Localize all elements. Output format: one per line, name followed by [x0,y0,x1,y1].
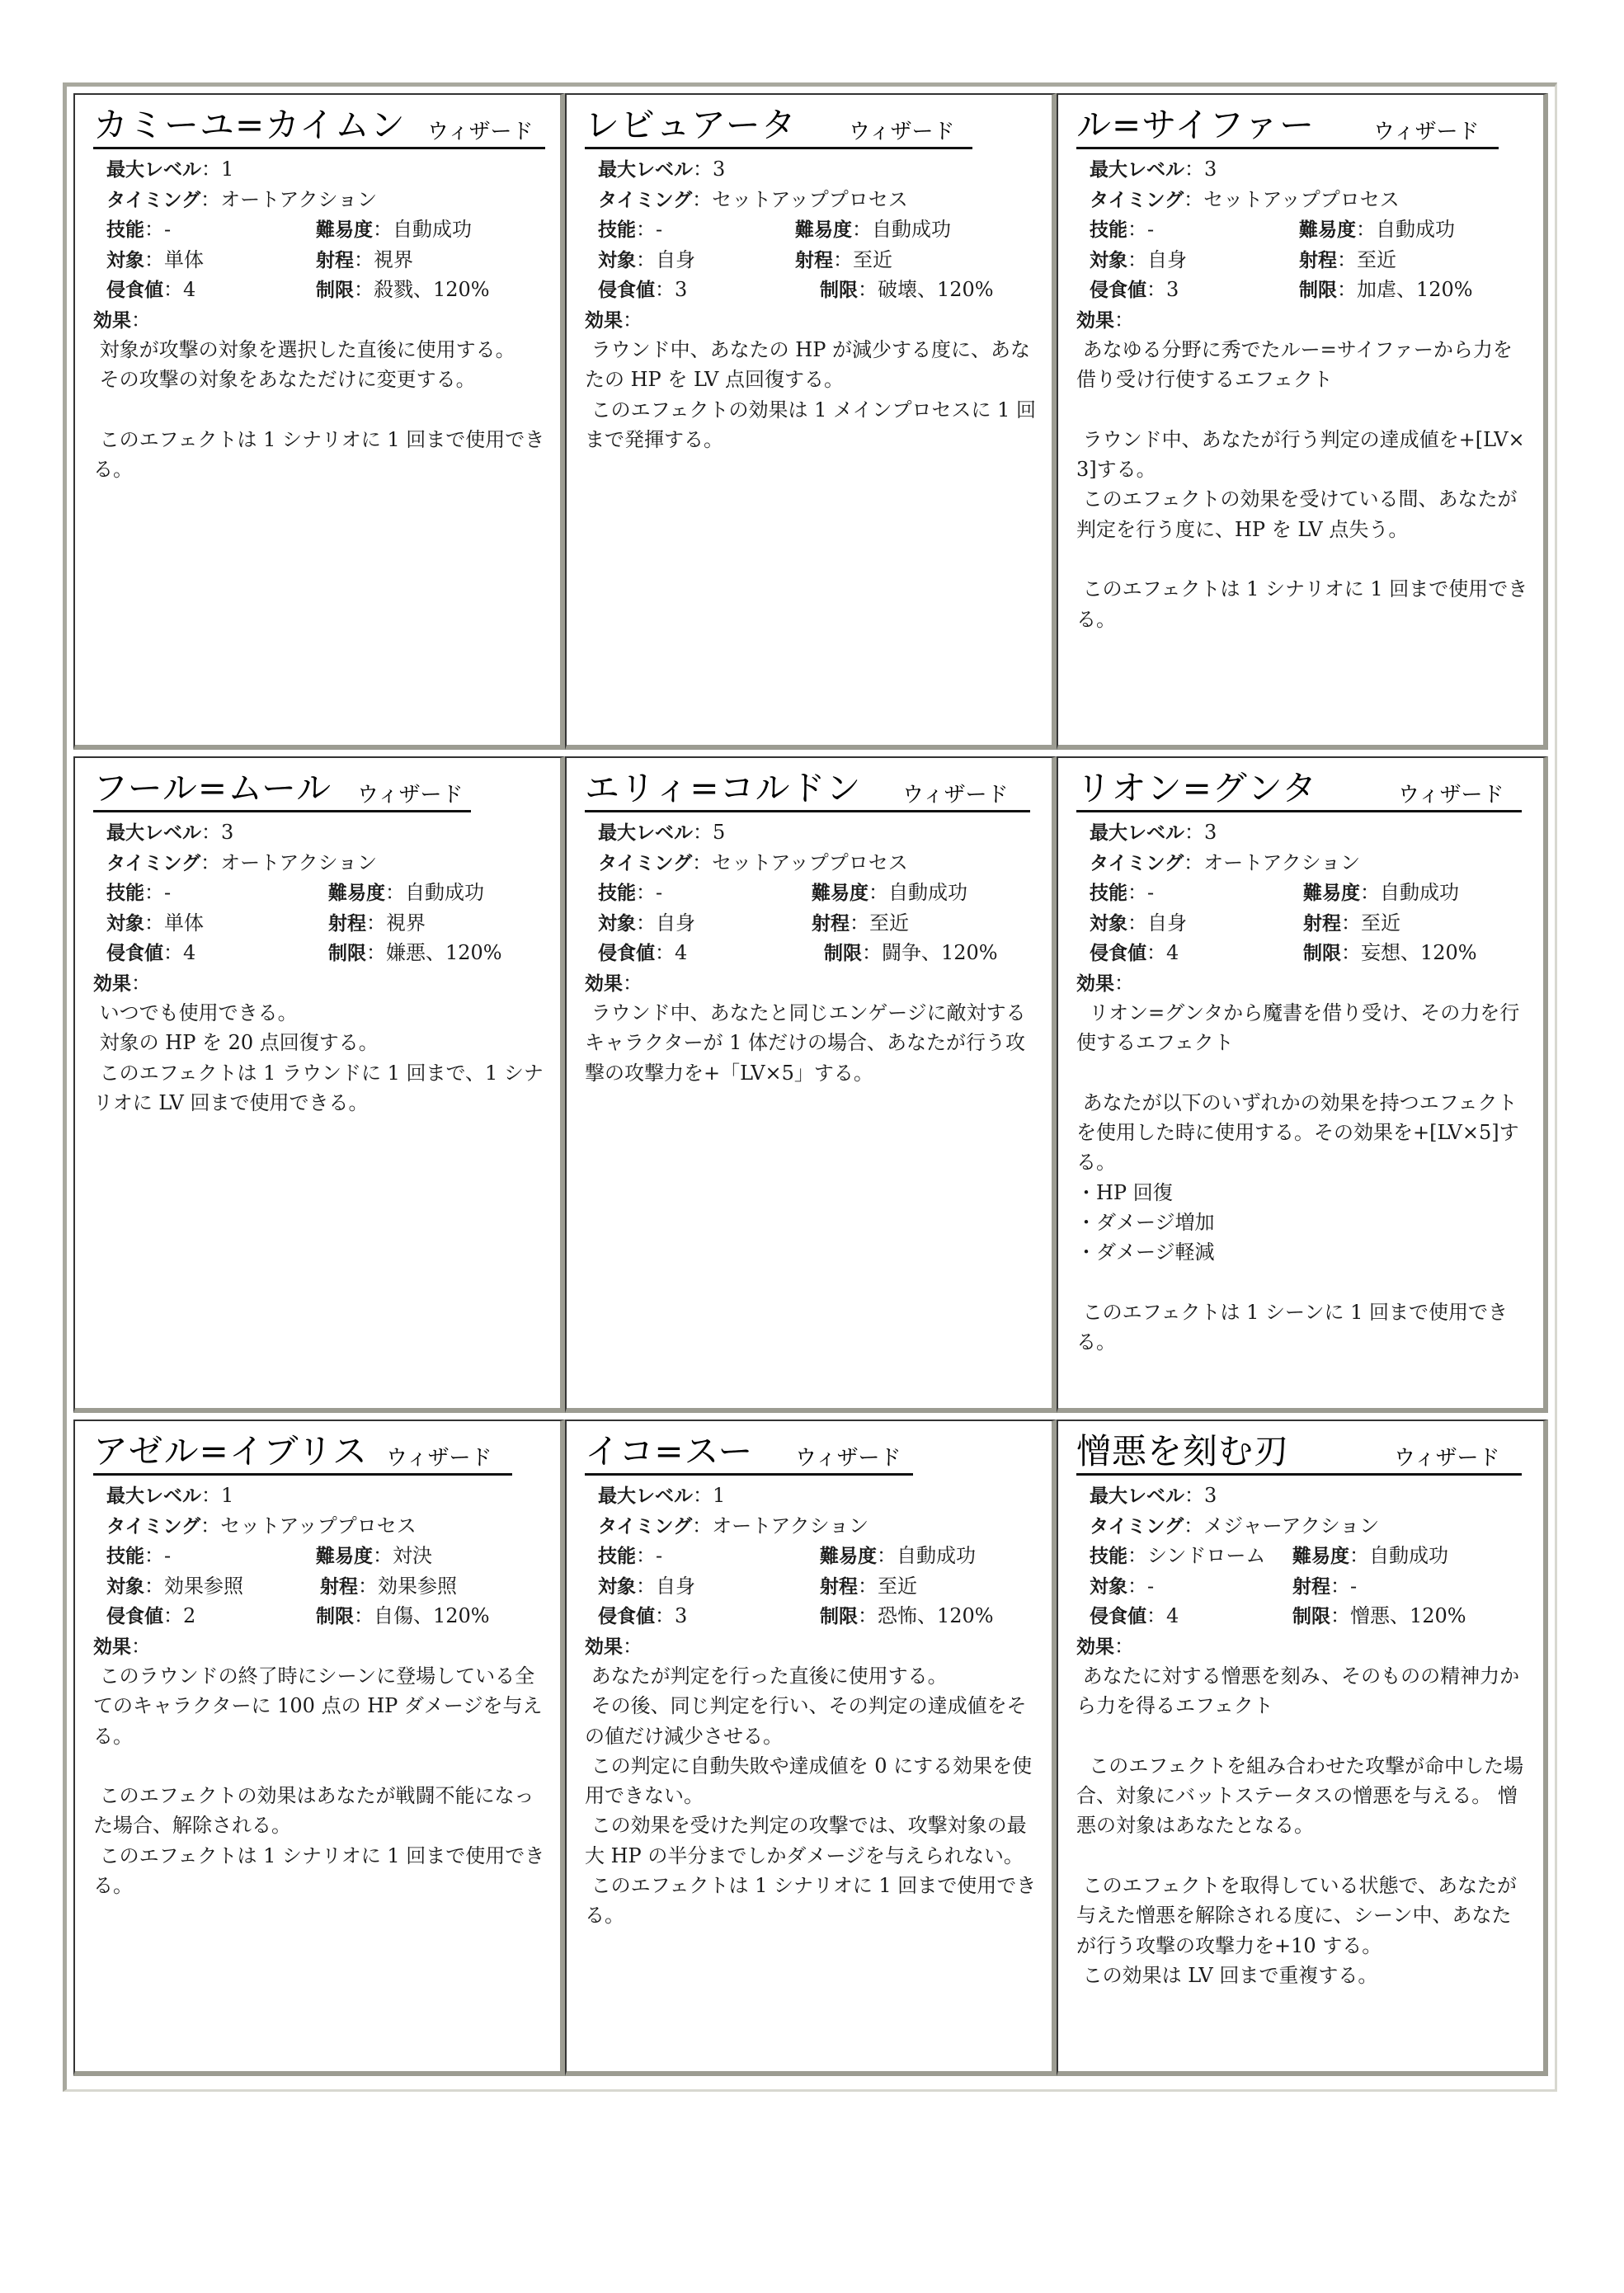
erosion-value: ：3 [655,1604,688,1627]
difficulty-group [316,1541,432,1572]
target-row [1076,245,1528,275]
maxlevel-value: ：3 [1184,821,1217,844]
effect-card-9 [1057,1420,1548,2076]
target-row [585,1571,1037,1602]
effect-heading-row: 効果： [93,308,151,332]
erosion-row [585,275,1037,305]
target-value: ：自身 [636,1574,695,1598]
skill-row [1076,214,1528,245]
effect-text: このラウンドの終了時にシーンに登場している全てのキャラクターに 100 点の HP ダメージを与える。 このエフェクトの効果はあなたが戦闘不能になった場合、解除される。 このエフェクトは 1 シナリオに 1 回まで使用できる。 [93,1664,545,1898]
limit-label: 制限 [820,1606,858,1627]
range-value: ：視界 [366,911,426,935]
difficulty-group [328,878,484,909]
target-value: ：単体 [144,911,204,935]
target-row [1076,1571,1528,1602]
target-row [93,1571,545,1602]
erosion-label: 侵食値 [598,280,655,301]
timing-row [93,848,545,878]
title-underline [1076,810,1522,812]
skill-value: ：- [1127,218,1155,241]
range-group [1299,245,1396,276]
limit-value: ：憎悪、120% [1330,1604,1466,1627]
timing-label: タイミング [1090,189,1184,211]
timing-label: タイミング [106,852,201,874]
timing-value: ：メジャーアクション [1184,1514,1380,1537]
target-label: 対象 [106,912,144,935]
effect-name: ル=サイファー [1076,105,1316,145]
effect-class: ウィザード [1398,783,1504,807]
difficulty-value: ：自動成功 [868,881,967,904]
limit-label: 制限 [1303,943,1341,964]
range-group [795,245,892,276]
erosion-row [93,1601,545,1631]
target-label: 対象 [598,1575,636,1598]
effect-heading-row: 効果： [1076,971,1134,995]
maxlevel-value: ：1 [201,158,234,181]
difficulty-value: ：自動成功 [373,218,472,241]
title-underline [93,147,545,149]
limit-group [1299,275,1473,306]
erosion-label: 侵食値 [106,943,163,964]
effect-text: いつでも使用できる。 対象の HP を 20 点回復する。 このエフェクトは 1 ラウンドに 1 回まで、1 シナリオに LV 回まで使用できる。 [93,1001,544,1114]
target-value: ：自身 [636,247,695,271]
limit-group [820,1601,994,1632]
maxlevel-row [1076,154,1528,185]
effect-text: あなたに対する憎悪を刻み、そのものの精神力から力を得るエフェクト このエフェクトを組み合わせた攻撃が命中した場合、対象にバットステータスの憎悪を与える。 憎悪の対象はあなたとなる。 このエフェクトを取得している状態で、あなたが与えた憎悪を解除される度に、シーン中、あなたが行う攻撃の攻撃力を+10 する。 この効果は LV 回まで重複する。 [1076,1664,1524,1987]
difficulty-group [316,214,472,246]
erosion-row [585,938,1037,968]
difficulty-label: 難易度 [316,219,373,241]
erosion-value: ：4 [163,941,196,964]
timing-label: タイミング [598,189,693,211]
target-label: 対象 [106,249,144,271]
card-header [1076,103,1528,154]
timing-row [93,185,545,215]
timing-row [1076,185,1528,215]
erosion-label: 侵食値 [106,280,163,301]
skill-row [585,878,1037,908]
target-value: ：自身 [1127,911,1187,935]
difficulty-value: ：対決 [373,1544,432,1567]
range-label: 射程 [1303,912,1341,935]
limit-value: ：恐怖、120% [858,1604,994,1627]
timing-row [585,1511,1037,1542]
maxlevel-value: ：1 [693,1484,726,1507]
maxlevel-label: 最大レベル [106,822,201,844]
title-underline [585,147,972,149]
range-label: 射程 [795,249,833,271]
range-label: 射程 [1292,1575,1330,1598]
maxlevel-label: 最大レベル [1090,822,1184,844]
limit-label: 制限 [1299,280,1337,301]
skill-row [585,214,1037,245]
range-value: ：- [1330,1574,1358,1598]
difficulty-value: ：自動成功 [852,218,951,241]
difficulty-value: ：自動成功 [1356,218,1455,241]
erosion-label: 侵食値 [598,943,655,964]
maxlevel-value: ：3 [693,158,726,181]
effect-heading-row: 効果： [93,1634,151,1658]
effect-text: あなゆる分野に秀でたルー=サイファーから力を借り受け行使するエフェクト ラウンド中、あなたが行う判定の達成値を+[LV×3]する。 このエフェクトの効果を受けている間、あなたが判定を行う度に、HP を LV 点失う。 このエフェクトは 1 シナリオに 1 回まで使用できる。 [1076,338,1528,631]
target-label: 対象 [598,912,636,935]
effect-card-4 [73,756,565,1413]
effect-class: ウィザード [795,1446,901,1471]
effect-class: ウィザード [386,1446,492,1471]
timing-value: ：セットアッププロセス [692,187,908,211]
effect-card-6 [1057,756,1548,1413]
range-value: ：至近 [1341,911,1400,935]
erosion-label: 侵食値 [1090,943,1146,964]
erosion-row [1076,275,1528,305]
skill-row [1076,878,1528,908]
effect-label: 効果 [1076,972,1114,995]
effect-name: 憎悪を刻む刃 [1076,1431,1290,1471]
effect-heading-row: 効果： [585,971,643,995]
maxlevel-row [585,154,1037,185]
difficulty-label: 難易度 [1292,1546,1349,1567]
limit-label: 制限 [820,280,858,301]
target-row [585,908,1037,939]
range-group [328,908,426,939]
maxlevel-label: 最大レベル [598,1486,693,1507]
card-header [1076,1429,1528,1481]
timing-label: タイミング [598,1515,693,1537]
maxlevel-value: ：3 [1184,1484,1217,1507]
skill-row [1076,1541,1528,1571]
effect-label: 効果 [585,309,623,332]
range-value: ：至近 [850,911,909,935]
limit-group [824,938,998,969]
difficulty-value: ：自動成功 [877,1544,976,1567]
card-header [93,1429,545,1481]
effect-card-3 [1057,93,1548,750]
timing-value: ：オートアクション [200,850,378,874]
maxlevel-label: 最大レベル [598,822,693,844]
difficulty-label: 難易度 [795,219,852,241]
maxlevel-row [1076,1481,1528,1511]
range-value: ：至近 [833,247,892,271]
difficulty-group [820,1541,976,1572]
effect-card-7 [73,1420,565,2076]
timing-row [93,1511,545,1542]
limit-value: ：自傷、120% [354,1604,490,1627]
target-row [93,908,545,939]
target-label: 対象 [1090,249,1127,271]
effect-card-1 [73,93,565,750]
skill-value: ：- [144,1544,172,1567]
limit-group [316,1601,490,1632]
timing-row [585,848,1037,878]
effect-card-5 [565,756,1057,1413]
effect-label: 効果 [1076,1636,1114,1658]
range-group [1303,908,1400,939]
effect-class: ウィザード [427,120,534,144]
limit-group [820,275,994,306]
skill-label: 技能 [598,219,636,241]
limit-group [1292,1601,1466,1632]
difficulty-label: 難易度 [812,883,868,904]
range-label: 射程 [1299,249,1337,271]
target-label: 対象 [1090,912,1127,935]
card-header [585,103,1037,154]
target-value: ：自身 [1127,247,1187,271]
target-label: 対象 [598,249,636,271]
skill-row [93,878,545,908]
skill-value: ：- [144,218,172,241]
timing-row [1076,1511,1528,1542]
effect-heading-row: 効果： [585,308,643,332]
effect-name: カミーユ=カイムン [93,105,406,145]
erosion-value: ：4 [163,278,196,301]
target-value: ：- [1127,1574,1155,1598]
effect-class: ウィザード [849,120,955,144]
range-group [1292,1571,1357,1603]
target-value: ：効果参照 [144,1574,243,1598]
effect-name: イコ=スー [585,1431,754,1471]
erosion-value: ：3 [655,278,688,301]
skill-value: ：- [636,881,663,904]
timing-label: タイミング [598,852,693,874]
card-header [93,103,545,154]
effect-label: 効果 [1076,309,1114,332]
difficulty-value: ：自動成功 [1349,1544,1448,1567]
limit-value: ：加虐、120% [1337,278,1473,301]
maxlevel-label: 最大レベル [1090,1486,1184,1507]
maxlevel-row [93,1481,545,1511]
range-label: 射程 [328,912,366,935]
skill-value: ：- [636,218,663,241]
timing-value: ：オートアクション [1184,850,1361,874]
skill-row [93,1541,545,1571]
maxlevel-label: 最大レベル [106,159,201,181]
maxlevel-value: ：5 [693,821,726,844]
effect-class: ウィザード [1394,1446,1500,1471]
title-underline [93,810,471,812]
maxlevel-row [93,817,545,848]
effect-name: リオン=グンタ [1076,768,1318,808]
effect-label: 効果 [93,972,131,995]
erosion-row [1076,1601,1528,1631]
limit-group [316,275,490,306]
skill-label: 技能 [1090,883,1127,904]
erosion-row [93,275,545,305]
maxlevel-row [585,817,1037,848]
skill-row [585,1541,1037,1571]
limit-label: 制限 [316,280,354,301]
difficulty-label: 難易度 [328,883,385,904]
difficulty-group [795,214,951,246]
timing-label: タイミング [1090,852,1184,874]
effect-heading-row: 効果： [1076,1634,1134,1658]
card-header [585,766,1037,817]
effect-text: ラウンド中、あなたと同じエンゲージに敵対するキャラクターが 1 体だけの場合、あなたが行う攻撃の攻撃力を+「LV×5」する。 [585,1001,1026,1085]
card-sheet [63,82,1557,2092]
timing-label: タイミング [106,189,201,211]
card-header [585,1429,1037,1481]
effect-name: フール=ムール [93,768,332,808]
skill-value: ：- [144,881,172,904]
skill-label: 技能 [106,883,144,904]
effect-name: エリィ=コルドン [585,768,862,808]
limit-value: ：嫌悪、120% [366,941,502,964]
maxlevel-value: ：3 [1184,158,1217,181]
erosion-row [585,1601,1037,1631]
effect-text: ラウンド中、あなたの HP が減少する度に、あなたの HP を LV 点回復する。 このエフェクトの効果は 1 メインプロセスに 1 回まで発揮する。 [585,338,1037,451]
limit-value: ：闘争、120% [862,941,998,964]
effect-card-8 [565,1420,1057,2076]
limit-value: ：破壊、120% [858,278,994,301]
maxlevel-row [1076,817,1528,848]
maxlevel-label: 最大レベル [106,1486,201,1507]
effect-card-2 [565,93,1057,750]
limit-value: ：妄想、120% [1341,941,1477,964]
effect-name: アゼル=イブリス [93,1431,368,1471]
limit-label: 制限 [316,1606,354,1627]
difficulty-group [1303,878,1459,909]
target-row [93,245,545,275]
erosion-row [93,938,545,968]
limit-label: 制限 [824,943,862,964]
difficulty-label: 難易度 [820,1546,877,1567]
erosion-value: ：4 [1146,1604,1179,1627]
difficulty-label: 難易度 [1299,219,1356,241]
timing-value: ：セットアッププロセス [1184,187,1400,211]
difficulty-group [812,878,967,909]
card-header [93,766,545,817]
skill-label: 技能 [1090,219,1127,241]
card-header [1076,766,1528,817]
effect-class: ウィザード [357,783,464,807]
timing-value: ：オートアクション [200,187,378,211]
maxlevel-value: ：1 [201,1484,234,1507]
title-underline [585,1473,913,1476]
erosion-label: 侵食値 [598,1606,655,1627]
target-value: ：自身 [636,911,695,935]
effect-class: ウィザード [902,783,1009,807]
limit-label: 制限 [1292,1606,1330,1627]
effect-heading-row: 効果： [93,971,151,995]
skill-value: ：- [636,1544,663,1567]
effect-label: 効果 [585,1636,623,1658]
range-value: ：至近 [858,1574,917,1598]
effect-name: レビュアータ [585,105,797,145]
timing-value: ：セットアッププロセス [200,1514,417,1537]
erosion-label: 侵食値 [1090,280,1146,301]
title-underline [1076,1473,1522,1476]
range-group [812,908,909,939]
timing-value: ：セットアッププロセス [692,850,908,874]
title-underline [93,1473,512,1476]
range-label: 射程 [320,1575,358,1598]
range-value: ：至近 [1337,247,1396,271]
effect-class: ウィザード [1373,120,1480,144]
effect-label: 効果 [93,1636,131,1658]
limit-label: 制限 [328,943,366,964]
effect-heading-row: 効果： [1076,308,1134,332]
maxlevel-label: 最大レベル [598,159,693,181]
difficulty-group [1292,1541,1448,1572]
skill-value: ：- [1127,881,1155,904]
difficulty-label: 難易度 [1303,883,1360,904]
skill-value: ：シンドローム [1127,1544,1266,1567]
effect-label: 効果 [93,309,131,332]
timing-label: タイミング [106,1515,201,1537]
effect-text: あなたが判定を行った直後に使用する。 その後、同じ判定を行い、その判定の達成値をその値だけ減少させる。 この判定に自動失敗や達成値を 0 にする効果を使用できない。 この効果を受けた判定の攻撃では、攻撃対象の最大 HP の半分までしかダメージを与えられない。 このエフェクトは 1 シナリオに 1 回まで使用できる。 [585,1664,1037,1928]
limit-group [328,938,502,969]
difficulty-value: ：自動成功 [1360,881,1459,904]
range-group [316,245,413,276]
range-value: ：視界 [354,247,413,271]
skill-row [93,214,545,245]
skill-label: 技能 [106,219,144,241]
skill-label: 技能 [598,1546,636,1567]
timing-value: ：オートアクション [692,1514,869,1537]
erosion-value: ：3 [1146,278,1179,301]
effect-heading-row: 効果： [585,1634,643,1658]
maxlevel-label: 最大レベル [1090,159,1184,181]
effect-text: 対象が攻撃の対象を選択した直後に使用する。 その攻撃の対象をあなただけに変更する。 このエフェクトは 1 シナリオに 1 回まで使用できる。 [93,338,545,482]
maxlevel-row [585,1481,1037,1511]
difficulty-value: ：自動成功 [385,881,484,904]
target-label: 対象 [1090,1575,1127,1598]
range-label: 射程 [316,249,354,271]
erosion-value: ：4 [1146,941,1179,964]
skill-label: 技能 [106,1546,144,1567]
title-underline [1076,147,1499,149]
range-label: 射程 [812,912,850,935]
erosion-value: ：2 [163,1604,196,1627]
erosion-label: 侵食値 [1090,1606,1146,1627]
limit-group [1303,938,1477,969]
target-row [585,245,1037,275]
erosion-value: ：4 [655,941,688,964]
skill-label: 技能 [1090,1546,1127,1567]
difficulty-label: 難易度 [316,1546,373,1567]
timing-row [1076,848,1528,878]
skill-label: 技能 [598,883,636,904]
target-value: ：単体 [144,247,204,271]
range-group [320,1571,457,1603]
erosion-row [1076,938,1528,968]
title-underline [585,810,1030,812]
limit-value: ：殺戮、120% [354,278,490,301]
range-value: ：効果参照 [358,1574,457,1598]
maxlevel-value: ：3 [201,821,234,844]
range-label: 射程 [820,1575,858,1598]
range-group [820,1571,917,1603]
timing-label: タイミング [1090,1515,1184,1537]
target-label: 対象 [106,1575,144,1598]
effect-text: リオン=グンタから魔書を借り受け、その力を行使するエフェクト あなたが以下のいずれかの効果を持つエフェクトを使用した時に使用する。その効果を+[LV×5]する。 ・HP 回復 ・ダメージ増加 ・ダメージ軽減 このエフェクトは 1 シーンに 1 回まで使用できる。 [1076,1001,1520,1354]
effect-label: 効果 [585,972,623,995]
maxlevel-row [93,154,545,185]
difficulty-group [1299,214,1455,246]
erosion-label: 侵食値 [106,1606,163,1627]
timing-row [585,185,1037,215]
target-row [1076,908,1528,939]
